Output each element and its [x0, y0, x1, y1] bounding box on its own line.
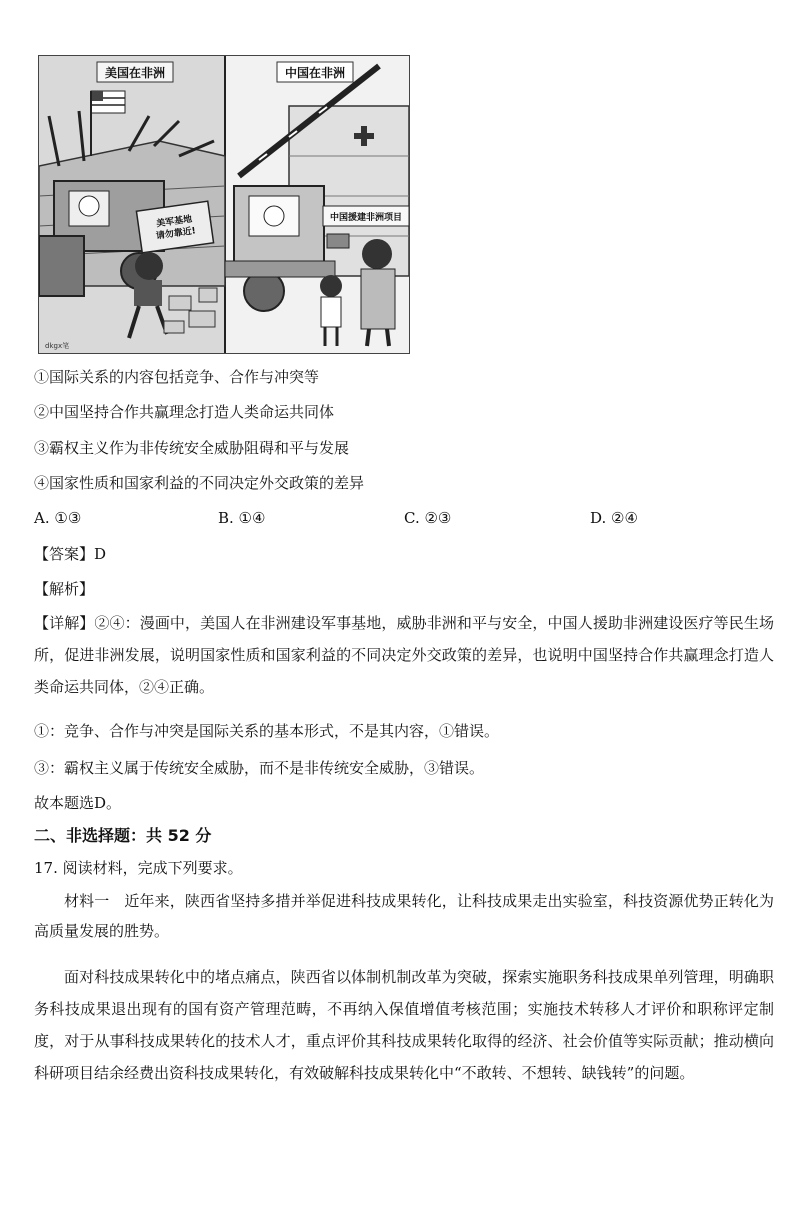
statement-2: ②中国坚持合作共赢理念打造人类命运共同体	[34, 403, 335, 421]
cartoon-signature: dkgx笔	[45, 342, 70, 350]
note-1: ①：竞争、合作与冲突是国际关系的基本形式，不是其内容，①错误。	[34, 722, 500, 740]
conclusion: 故本题选D。	[34, 794, 122, 812]
option-c: C. ②③	[404, 509, 452, 527]
option-b: B. ①④	[218, 509, 266, 527]
cartoon-figure	[38, 55, 410, 354]
detail-paragraph: 【详解】②④：漫画中，美国人在非洲建设军事基地，威胁非洲和平与安全，中国人援助非洲建设医疗等民生场所，促进非洲发展，说明国家性质和国家利益的不同决定外交政策的差异，也说明中国坚持合作共赢理念打造人类命运共同体，②④正确。	[34, 614, 774, 696]
material-1-paragraph-1: 材料一 近年来，陕西省坚持多措并举促进科技成果转化，让科技成果走出实验室，科技资源优势正转化为高质量发展的胜势。	[34, 892, 774, 940]
right-sign-text: 中国援建非洲项目	[329, 213, 403, 223]
section-title: 二、非选择题：共 52 分	[34, 826, 212, 845]
material-1-paragraph-2: 面对科技成果转化中的堵点痛点，陕西省以体制机制改革为突破，探索实施职务科技成果单列管理，明确职务科技成果退出现有的国有资产管理范畴，不再纳入保值增值考核范围；实施技术转移人才评价和职称评定制度，对于从事科技成果转化的技术人才，重点评价其科技成果转化取得的经济、社会价值等实际贡献；推动横向科研项目结余经费出资科技成果转化，有效破解科技成果转化中“不敢转、不想转、缺钱转”的问题。	[34, 968, 774, 1082]
note-2: ③：霸权主义属于传统安全威胁，而不是非传统安全威胁，③错误。	[34, 759, 485, 777]
analysis-title: 【解析】	[34, 580, 95, 598]
question-17-title: 17. 阅读材料，完成下列要求。	[34, 859, 243, 877]
left-sign-text: 美军基地请勿靠近!	[155, 214, 197, 242]
option-d: D. ②④	[590, 509, 638, 527]
right-panel-title: 中国在非洲	[284, 66, 346, 80]
option-a: A. ①③	[34, 509, 82, 527]
statement-3: ③霸权主义作为非传统安全威胁阻碍和平与发展	[34, 439, 350, 457]
cartoon-illustration	[39, 56, 409, 353]
left-panel-title: 美国在非洲	[104, 66, 166, 80]
answer: 【答案】D	[34, 545, 107, 563]
statement-4: ④国家性质和国家利益的不同决定外交政策的差异	[34, 474, 365, 492]
statement-1: ①国际关系的内容包括竞争、合作与冲突等	[34, 368, 320, 386]
